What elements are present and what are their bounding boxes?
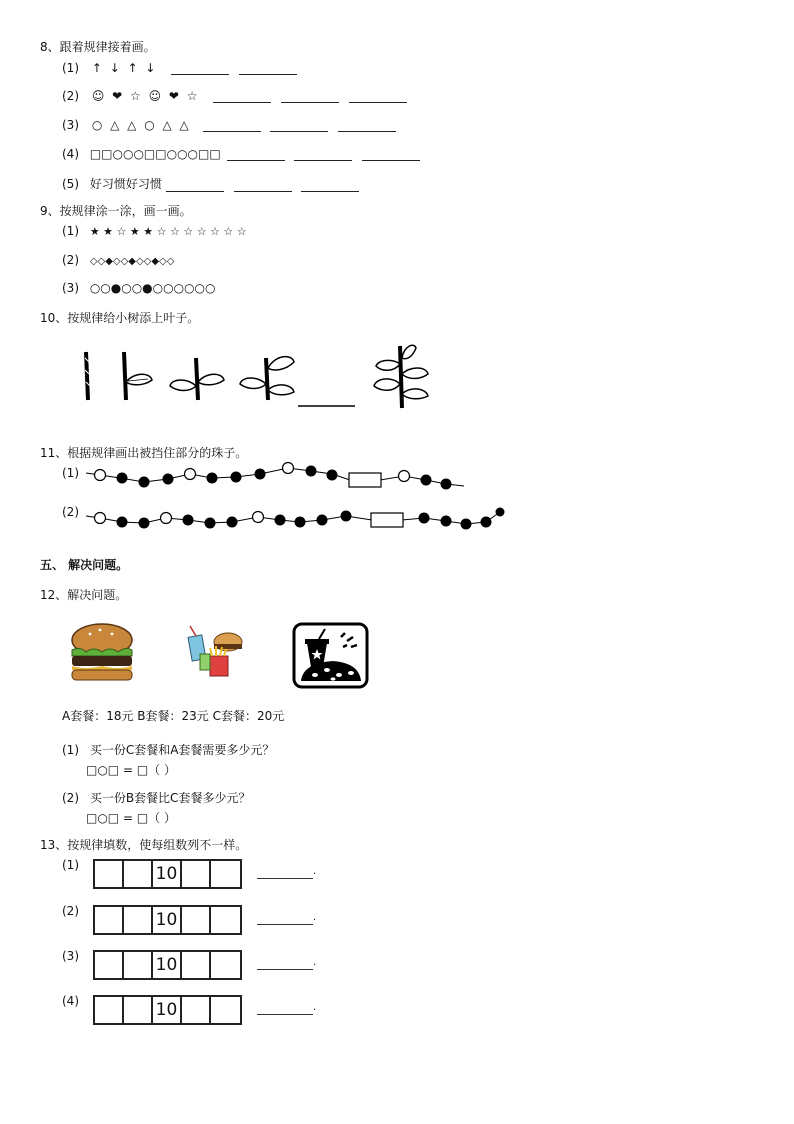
q9-pattern-2: ◇◇◆◇◇◆◇◇◆◇◇ (89, 256, 175, 267)
q12-prices: A套餐：18元 B套餐：23元 C套餐：20元 (62, 709, 285, 723)
q12-item-1: (1) 买一份C套餐和A套餐需要多少元？ (62, 743, 275, 757)
end-mark: . (313, 866, 317, 877)
q9-item-3: (3) ○○●○○●○○○○○○ (62, 281, 216, 295)
q8-item-2: (2) ☺ ❤ ☆ ☺ ❤ ☆ (62, 89, 407, 103)
number-cell-empty[interactable] (95, 861, 124, 887)
end-mark: . (313, 912, 317, 923)
answer-line[interactable] (257, 968, 313, 970)
q8-pattern-2: ☺ ❤ ☆ ☺ ❤ ☆ (91, 89, 200, 103)
number-cell-empty[interactable] (182, 861, 211, 887)
bead-row-2 (95, 508, 505, 530)
number-grid (93, 905, 242, 935)
number-cell-empty[interactable] (124, 861, 153, 887)
q8-item-3: (3) ○ △ △ ○ △ △ (62, 118, 396, 132)
bead-row-1 (95, 463, 452, 490)
number-cell-empty[interactable] (182, 997, 211, 1023)
q12-question-2: 买一份B套餐比C套餐多少元？ (89, 791, 251, 805)
q13-row-label: (3) (62, 949, 79, 963)
section-5-title: 五、 解决问题。 (40, 558, 129, 572)
q13-title: 13、按规律填数，使每组数列不一样。 (40, 838, 248, 852)
q9-title: 9、按规律涂一涂，画一画。 (40, 204, 192, 218)
q12-question-1: 买一份C套餐和A套餐需要多少元？ (89, 743, 275, 757)
number-cell-empty[interactable] (95, 952, 124, 978)
q8-pattern-1: ↑ ↓ ↑ ↓ (91, 61, 158, 75)
number-grid (93, 950, 242, 980)
q8-item-4: (4) □□○○○□□○○○□□ (62, 147, 420, 161)
drink-pizza-icon (293, 623, 369, 689)
burger-image (66, 620, 144, 686)
q8-item-5: (5) 好习惯好习惯 (62, 175, 359, 192)
number-cell-given: 10 (153, 997, 182, 1023)
covered-box (371, 513, 403, 527)
number-cell-empty[interactable] (182, 907, 211, 933)
number-cell-empty[interactable] (211, 997, 240, 1023)
q8-pattern-4: □□○○○□□○○○□□ (89, 147, 221, 161)
q10-title: 10、按规律给小树添上叶子。 (40, 311, 200, 325)
q13-row-label: (1) (62, 858, 79, 872)
q12-formula-2[interactable]: □○□ = □（ ） (86, 811, 176, 825)
q13-row-label: (4) (62, 994, 79, 1008)
combo-meal-image (186, 626, 248, 684)
answer-line[interactable] (257, 877, 313, 879)
end-mark: . (313, 957, 317, 968)
number-grid (93, 859, 242, 889)
number-cell-empty[interactable] (124, 997, 153, 1023)
number-cell-empty[interactable] (124, 952, 153, 978)
q12-formula-1[interactable]: □○□ = □（ ） (86, 763, 176, 777)
q12-item-2: (2) 买一份B套餐比C套餐多少元？ (62, 791, 251, 805)
q8-item-1: (1) ↑ ↓ ↑ ↓ (62, 61, 297, 75)
number-cell-given: 10 (153, 861, 182, 887)
number-cell-empty[interactable] (182, 952, 211, 978)
q8-pattern-5: 好习惯好习惯 (89, 177, 162, 191)
number-cell-empty[interactable] (211, 952, 240, 978)
answer-line[interactable] (257, 1013, 313, 1015)
number-cell-empty[interactable] (95, 907, 124, 933)
q12-title: 12、解决问题。 (40, 588, 128, 602)
number-cell-given: 10 (153, 907, 182, 933)
number-cell-empty[interactable] (211, 861, 240, 887)
q9-item-2: (2) ◇◇◆◇◇◆◇◇◆◇◇ (62, 253, 175, 267)
q11-label-2: (2) (62, 505, 79, 519)
q9-pattern-1: ★ ★ ☆ ★ ★ ☆ ☆ ☆ ☆ ☆ ☆ ☆ (89, 225, 247, 238)
q9-item-1: (1) ★ ★ ☆ ★ ★ ☆ ☆ ☆ ☆ ☆ ☆ ☆ (62, 224, 247, 238)
number-cell-empty[interactable] (211, 907, 240, 933)
number-cell-empty[interactable] (124, 907, 153, 933)
q8-title: 8、跟着规律接着画。 (40, 40, 156, 54)
q8-pattern-3: ○ △ △ ○ △ △ (91, 118, 191, 132)
number-cell-empty[interactable] (95, 997, 124, 1023)
answer-line[interactable] (257, 923, 313, 925)
covered-box (349, 473, 381, 487)
q13-row-label: (2) (62, 904, 79, 918)
end-mark: . (313, 1002, 317, 1013)
q11-title: 11、根据规律画出被挡住部分的珠子。 (40, 446, 248, 460)
number-cell-given: 10 (153, 952, 182, 978)
q11-label-1: (1) (62, 466, 79, 480)
q9-pattern-3: ○○●○○●○○○○○○ (89, 281, 216, 295)
number-grid (93, 995, 242, 1025)
